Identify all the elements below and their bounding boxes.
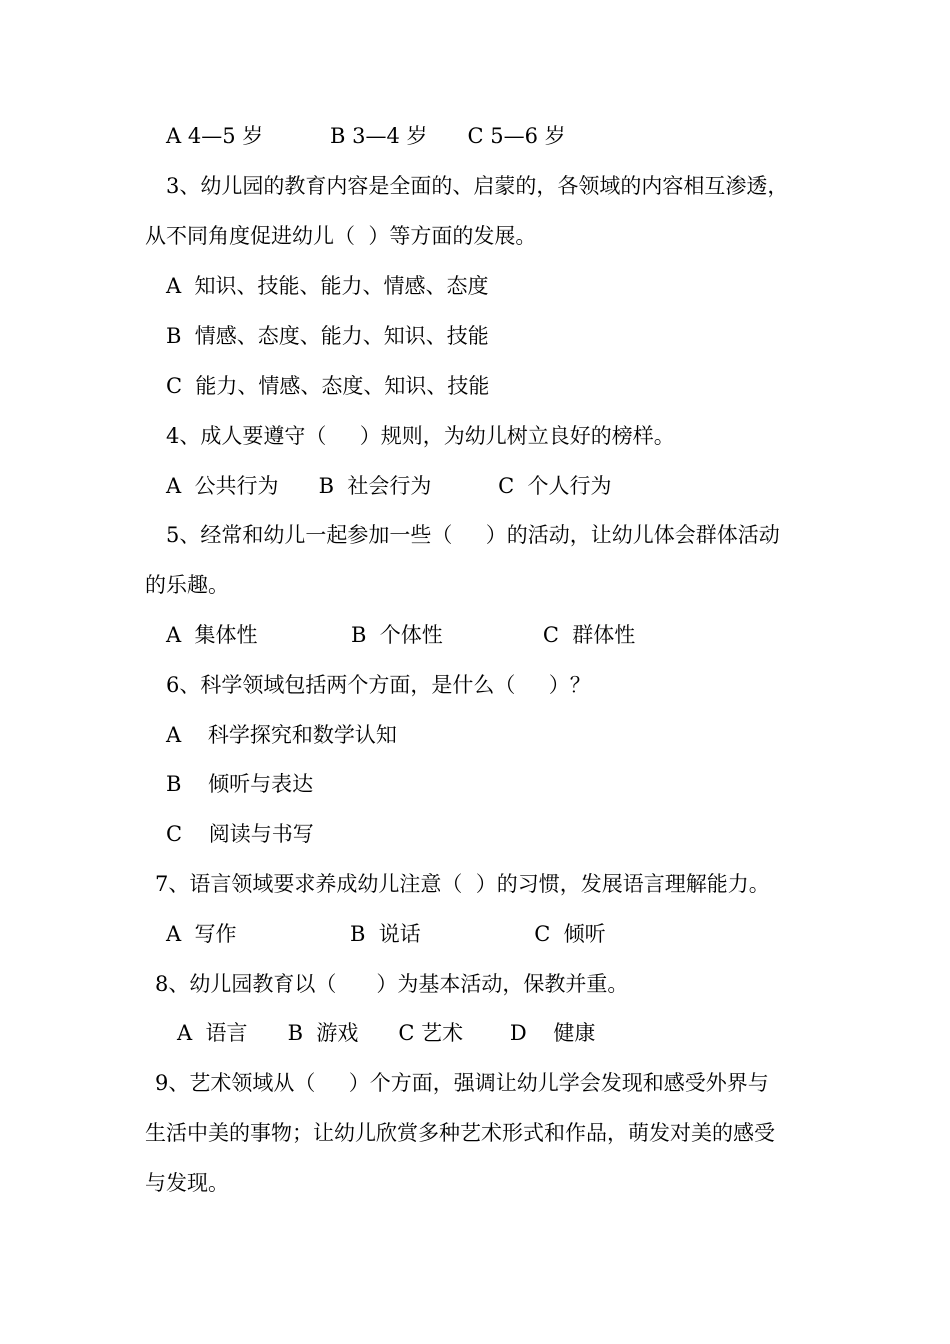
- q5-question-line-1: 5、经常和幼儿一起参加一些（ ）的活动，让幼儿体会群体活动: [166, 523, 780, 547]
- q3-option-c: C 能力、情感、态度、知识、技能: [166, 374, 490, 398]
- q7-question: 7、语言领域要求养成幼儿注意（ ）的习惯，发展语言理解能力。: [155, 872, 770, 896]
- q8-options: A 语言 B 游戏 C 艺术 D 健康: [177, 1021, 596, 1045]
- q9-question-line-2: 生活中美的事物；让幼儿欣赏多种艺术形式和作品，萌发对美的感受: [145, 1121, 775, 1145]
- q6-option-a: A 科学探究和数学认知: [166, 723, 397, 747]
- q6-question: 6、科学领域包括两个方面，是什么（ ）？: [166, 673, 591, 697]
- q7-options: A 写作 B 说话 C 倾听: [166, 922, 606, 946]
- q9-question-line-1: 9、艺术领域从（ ）个方面，强调让幼儿学会发现和感受外界与: [155, 1071, 769, 1095]
- q6-option-b: B 倾听与表达: [166, 772, 314, 796]
- q8-question: 8、幼儿园教育以（ ）为基本活动，保教并重。: [155, 972, 629, 996]
- q4-options: A 公共行为 B 社会行为 C 个人行为: [166, 474, 612, 498]
- q9-question-line-3: 与发现。: [145, 1171, 229, 1195]
- q5-question-line-2: 的乐趣。: [145, 573, 229, 597]
- q5-options: A 集体性 B 个体性 C 群体性: [166, 623, 636, 647]
- q3-option-b: B 情感、态度、能力、知识、技能: [166, 324, 489, 348]
- q2-options: A 4—5 岁 B 3—4 岁 C 5—6 岁: [166, 124, 566, 148]
- q4-question: 4、成人要遵守（ ）规则，为幼儿树立良好的榜样。: [166, 424, 675, 448]
- q3-option-a: A 知识、技能、能力、情感、态度: [166, 274, 489, 298]
- q6-option-c: C 阅读与书写: [166, 822, 314, 846]
- q3-question-line-2: 从不同角度促进幼儿（ ）等方面的发展。: [145, 224, 537, 248]
- q3-question-line-1: 3、幼儿园的教育内容是全面的、启蒙的，各领域的内容相互渗透，: [166, 174, 789, 198]
